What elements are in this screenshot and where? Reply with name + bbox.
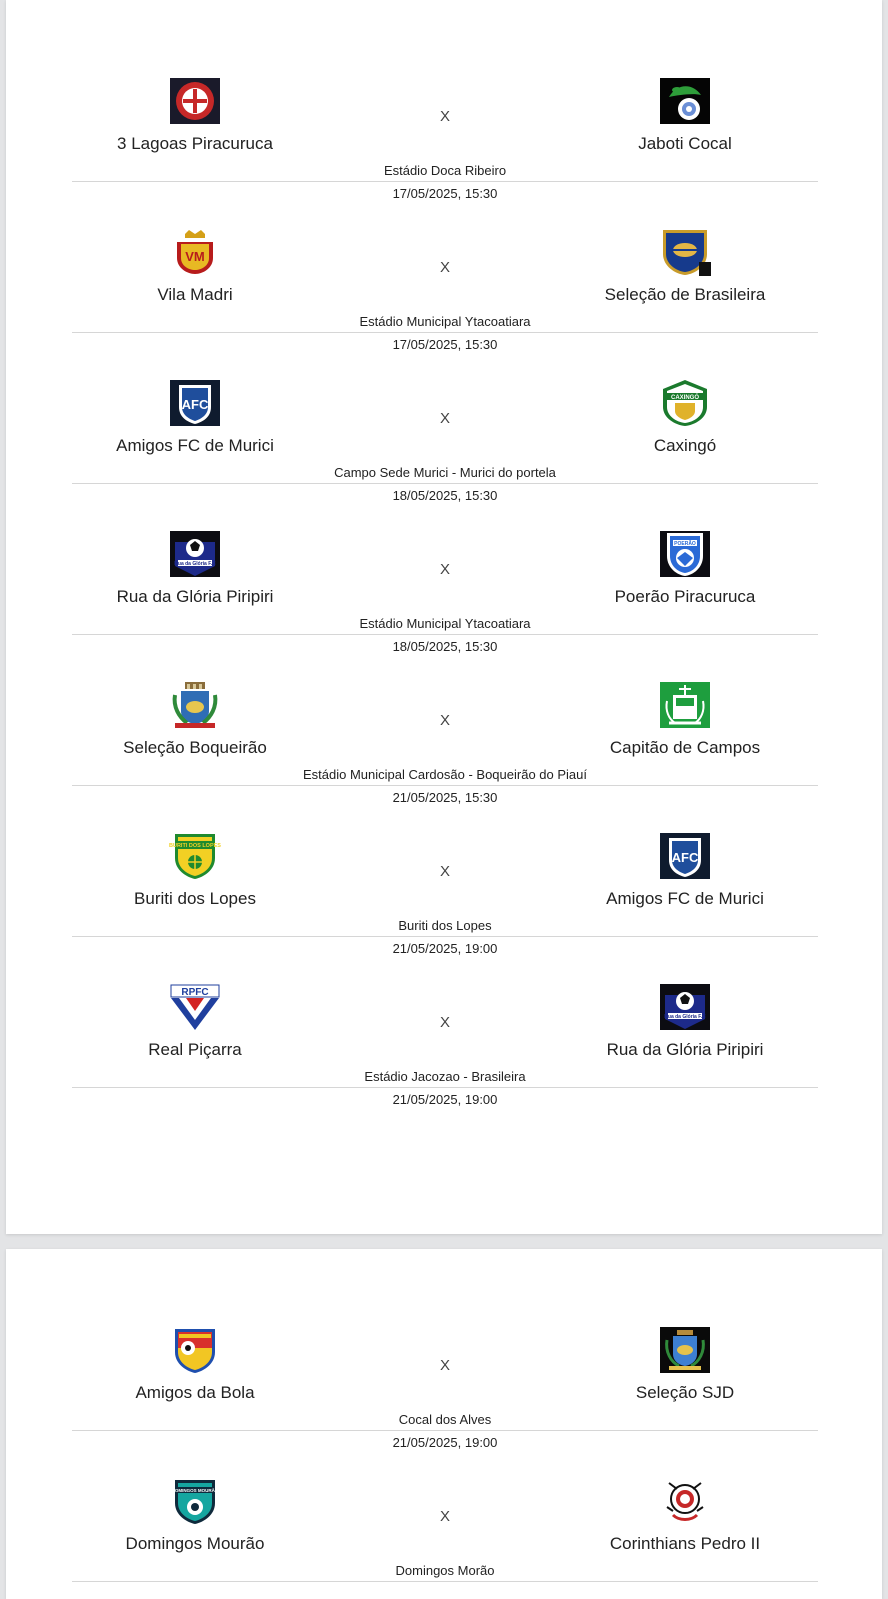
match-row[interactable]	[72, 631, 818, 805]
home-team-name: Seleção Boqueirão	[123, 738, 267, 757]
match-datetime: 21/05/2025, 19:00	[392, 941, 498, 956]
home-team-name: Amigos da Bola	[135, 1383, 255, 1402]
svg-text:CAXINGÓ: CAXINGÓ	[670, 395, 700, 401]
svg-text:VM: VM	[185, 249, 205, 264]
away-team-name: Capitão de Campos	[609, 738, 761, 757]
home-team-name: Real Piçarra	[148, 1040, 242, 1059]
match-datetime: 17/05/2025, 15:30	[392, 186, 498, 201]
match-row[interactable]	[72, 782, 818, 956]
match-venue: Buriti dos Lopes	[398, 918, 492, 933]
fixtures-card-2	[6, 1249, 882, 1599]
home-team-name: Domingos Mourão	[125, 1534, 265, 1553]
match-datetime: 21/05/2025, 15:30	[392, 790, 498, 805]
away-team-name: Amigos FC de Murici	[606, 889, 764, 908]
svg-text:RPFC: RPFC	[181, 987, 209, 998]
match-datetime: 18/05/2025, 15:30	[392, 488, 498, 503]
home-team-name: Buriti dos Lopes	[134, 889, 256, 908]
svg-text:AFC: AFC	[671, 850, 699, 865]
match-row[interactable]	[72, 178, 818, 352]
svg-text:DOMINGOS MOURÃO: DOMINGOS MOURÃO	[171, 1488, 219, 1493]
svg-text:POERÃO: POERÃO	[674, 541, 696, 547]
match-row[interactable]	[72, 27, 818, 201]
match-venue: Campo Sede Murici - Murici do portela	[334, 465, 556, 480]
match-venue: Estádio Municipal Ytacoatiara	[359, 314, 531, 329]
away-team-name: Corinthians Pedro II	[609, 1534, 761, 1553]
match-datetime: 21/05/2025, 19:00	[392, 1435, 498, 1450]
away-team-name: Jaboti Cocal	[638, 134, 732, 153]
match-row[interactable]	[72, 480, 818, 654]
match-venue: Domingos Morão	[395, 1563, 495, 1578]
home-team-name: Rua da Glória Piripiri	[116, 587, 274, 606]
versus-separator: X	[439, 108, 450, 125]
match-row[interactable]	[72, 933, 818, 1107]
match-datetime: 21/05/2025, 19:00	[392, 1092, 498, 1107]
match-venue: Estádio Municipal Ytacoatiara	[359, 616, 531, 631]
match-row[interactable]	[72, 1276, 818, 1450]
versus-separator: X	[439, 1014, 450, 1031]
versus-separator: X	[439, 712, 450, 729]
match-datetime: 17/05/2025, 15:30	[392, 337, 498, 352]
match-venue: Estádio Doca Ribeiro	[383, 163, 507, 178]
match-row[interactable]	[72, 329, 818, 503]
svg-text:AFC: AFC	[181, 397, 209, 412]
match-row[interactable]	[72, 1427, 818, 1582]
home-team-name: Amigos FC de Murici	[116, 436, 274, 455]
away-team-name: Poerão Piracuruca	[614, 587, 756, 606]
svg-text:Rua da Glória F.C: Rua da Glória F.C	[664, 1014, 706, 1020]
away-team-name: Caxingó	[653, 436, 717, 455]
svg-text:BURITI DOS LOPES: BURITI DOS LOPES	[169, 843, 221, 849]
versus-separator: X	[439, 561, 450, 578]
match-venue: Estádio Municipal Cardosão - Boqueirão do Piauí	[302, 767, 587, 782]
versus-separator: X	[439, 410, 450, 427]
match-venue: Cocal dos Alves	[398, 1412, 492, 1427]
svg-text:Rua da Glória F.C: Rua da Glória F.C	[174, 561, 216, 567]
fixtures-card-1	[6, 0, 882, 1234]
away-team-name: Seleção de Brasileira	[604, 285, 766, 304]
away-team-name: Rua da Glória Piripiri	[606, 1040, 764, 1059]
versus-separator: X	[439, 259, 450, 276]
away-team-name: Seleção SJD	[635, 1383, 735, 1402]
versus-separator: X	[439, 1508, 450, 1525]
match-venue: Estádio Jacozao - Brasileira	[364, 1069, 526, 1084]
home-team-name: 3 Lagoas Piracuruca	[117, 134, 273, 153]
match-datetime: 18/05/2025, 15:30	[392, 639, 498, 654]
versus-separator: X	[439, 863, 450, 880]
home-team-name: Vila Madri	[157, 285, 233, 304]
versus-separator: X	[439, 1357, 450, 1374]
